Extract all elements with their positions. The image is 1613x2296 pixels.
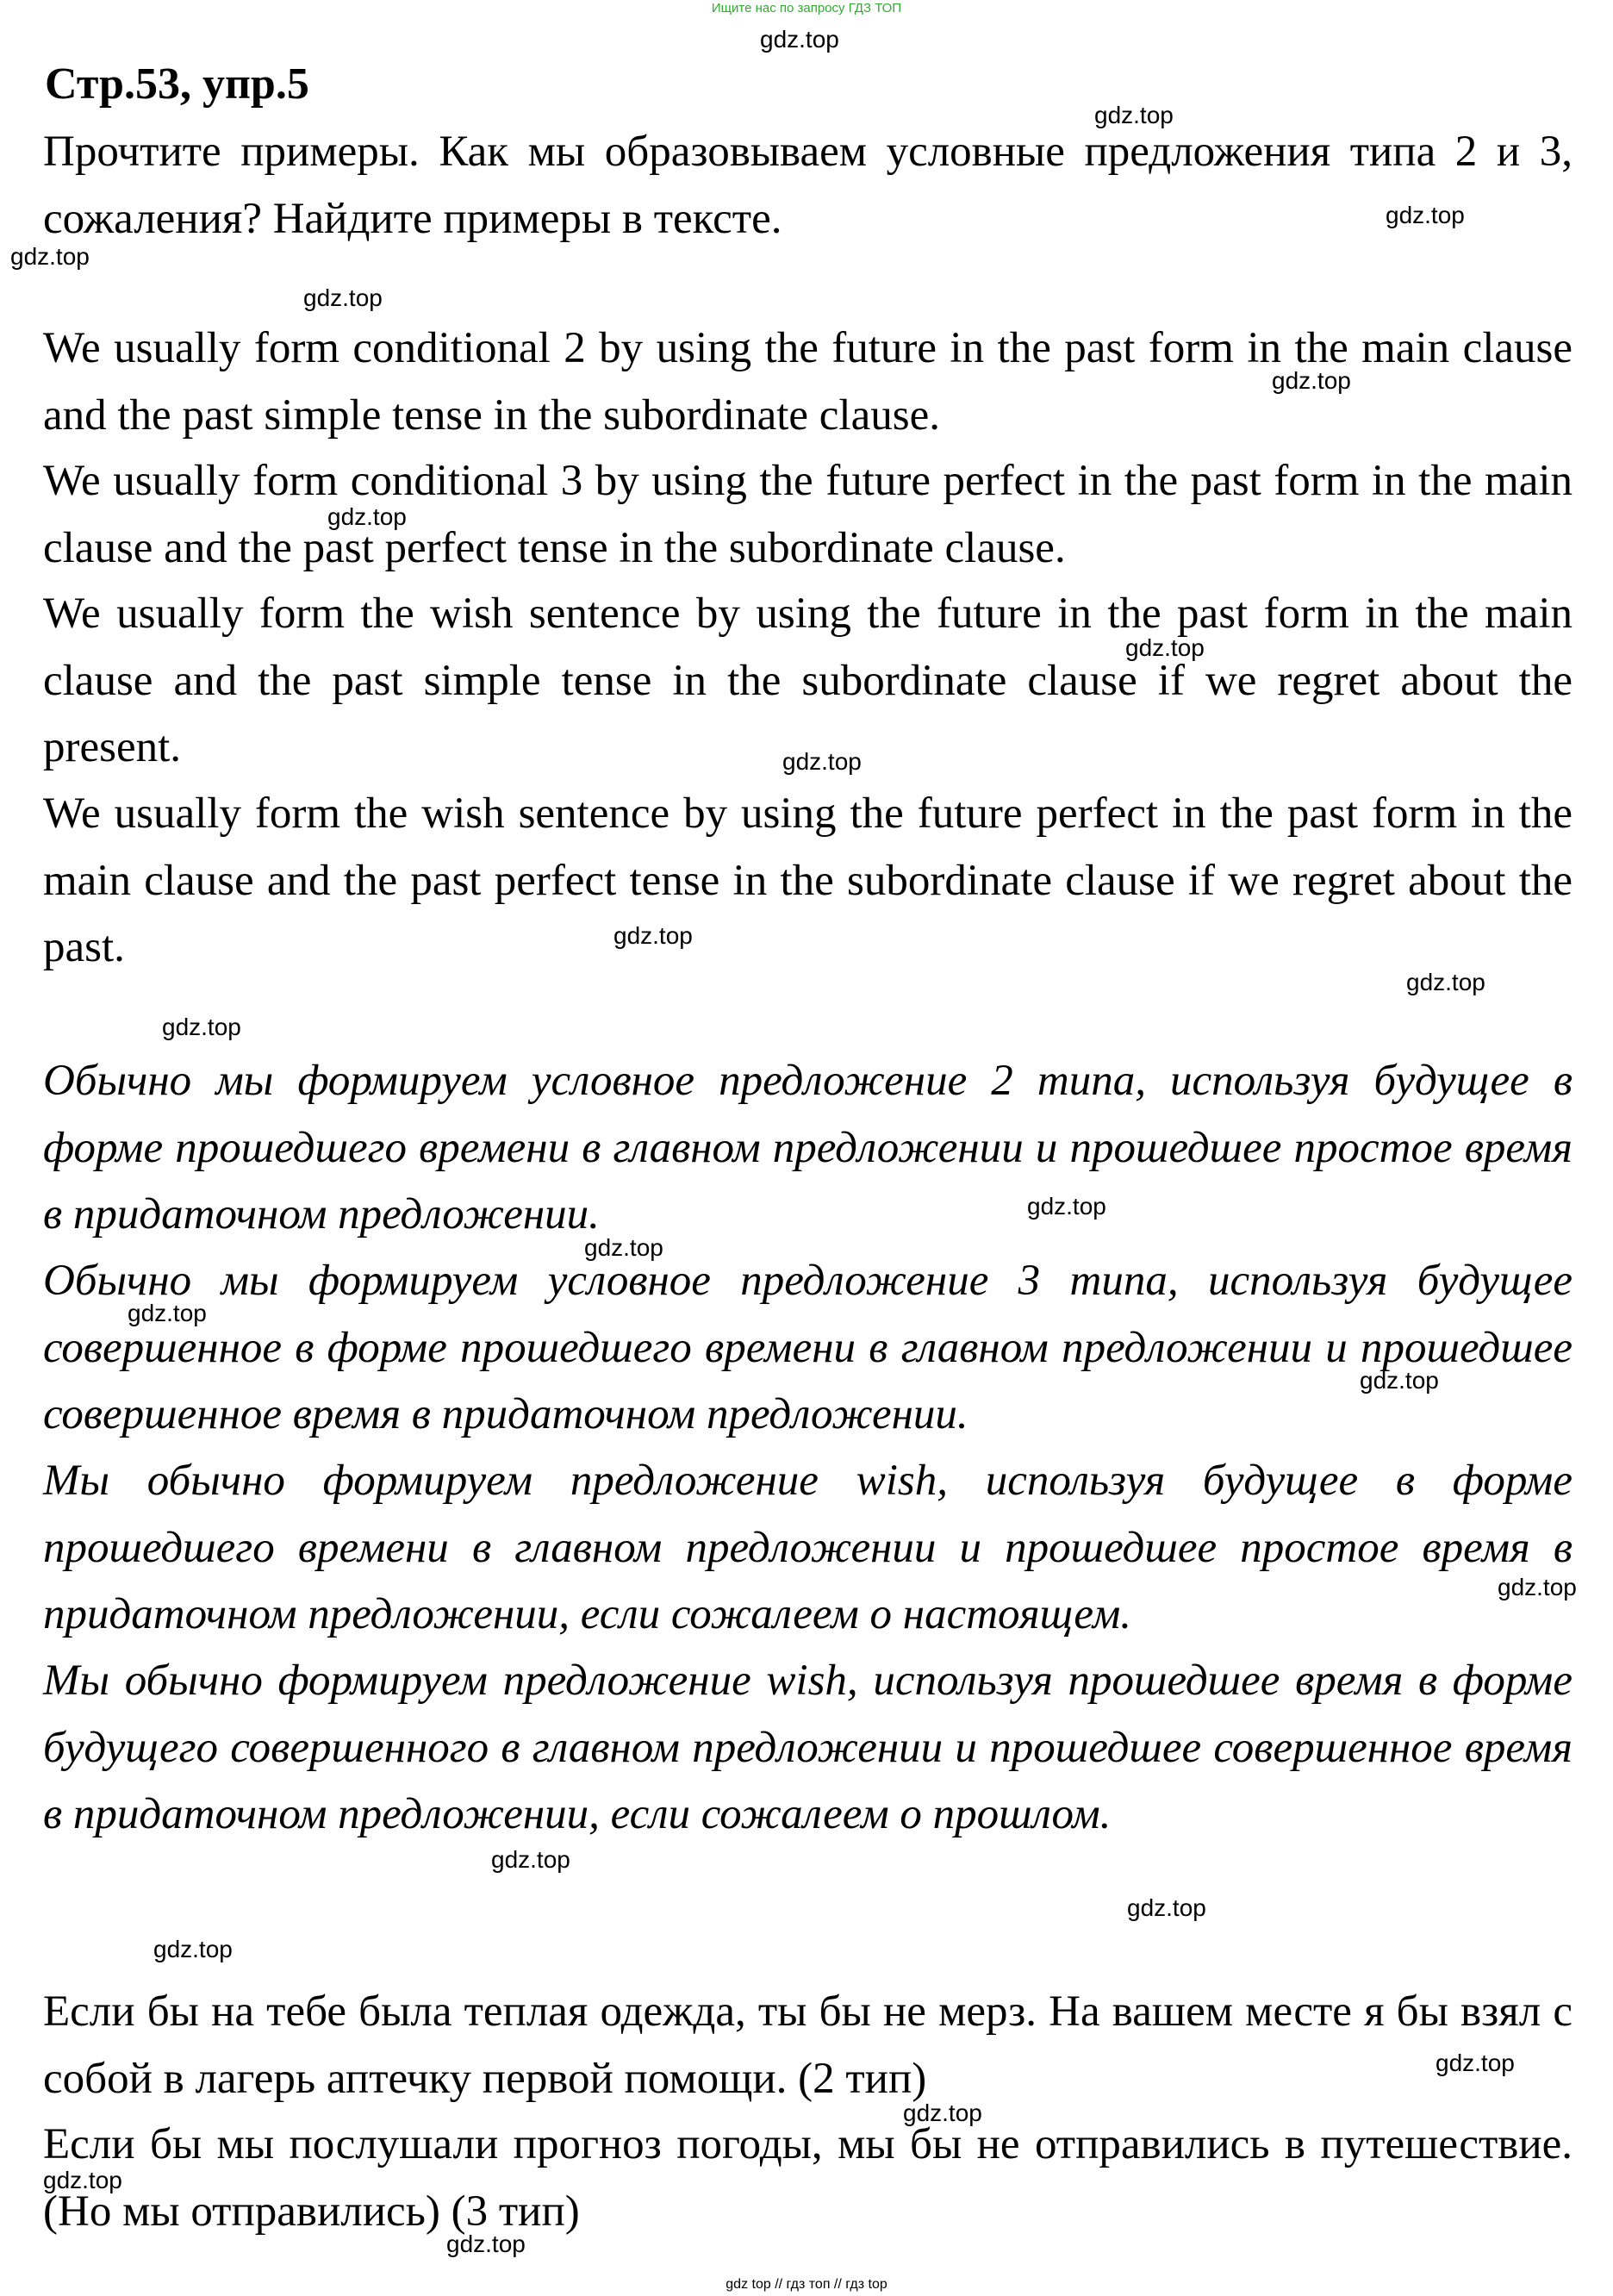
watermark: gdz.top: [1386, 202, 1465, 228]
watermark: gdz.top: [10, 243, 90, 270]
watermark: gdz.top: [613, 922, 693, 949]
russian-paragraph-3: Мы обычно формируем предложение wish, используя будущее в форме прошедшего времени в главном предложении и прошедшее простое время в придаточном предложении, если сожалеем о настоящем.: [43, 1457, 1573, 1638]
watermark: gdz.top: [491, 1846, 570, 1873]
russian-paragraph-1: Обычно мы формируем условное предложение 2 типа, используя будущее в форме прошедшего времени в главном предложении и прошедшее простое время в придаточном предложении.: [43, 1057, 1573, 1238]
english-paragraph-4: We usually form the wish sentence by using the future perfect in the past form in the main clause and the past perfect tense in the subordinate clause if we regret about the past.: [43, 789, 1573, 971]
watermark: gdz.top: [760, 26, 839, 53]
task-text: Прочтите примеры. Как мы образовываем условные предложения типа 2 и 3, сожаления? Найдите примеры в тексте.: [43, 128, 1573, 243]
watermark: gdz.top: [327, 503, 407, 530]
watermark: gdz.top: [1127, 1894, 1206, 1921]
watermark: gdz.top: [303, 284, 383, 311]
example-paragraph-2: Если бы мы послушали прогноз погоды, мы бы не отправились в путешествие. (Но мы отправились) (3 тип): [43, 2120, 1573, 2236]
english-paragraph-1: We usually form conditional 2 by using the future in the past form in the main clause and the past simple tense in the subordinate clause.: [43, 324, 1573, 440]
watermark: gdz.top: [153, 1936, 233, 1962]
watermark: gdz.top: [1406, 969, 1485, 995]
page-title: Стр.53, упр.5: [45, 59, 309, 109]
example-paragraph-1: Если бы на тебе была теплая одежда, ты бы не мерз. На вашем месте я бы взял с собой в лагерь аптечку первой помощи. (2 тип): [43, 1987, 1573, 2103]
english-paragraph-3: We usually form the wish sentence by using the future in the past form in the main clause and the past simple tense in the subordinate clause if we regret about the present.: [43, 590, 1573, 771]
footer: gdz top // гдз топ // гдз top: [726, 2277, 887, 2292]
watermark: gdz.top: [1360, 1367, 1439, 1394]
russian-paragraph-2: Обычно мы формируем условное предложение 3 типа, используя будущее совершенное в форме прошедшего времени в главном предложении и прошедшее совершенное время в придаточном предложении.: [43, 1257, 1573, 1438]
watermark: gdz.top: [584, 1234, 663, 1261]
watermark: gdz.top: [782, 748, 862, 775]
top-banner: Ищите нас по запросу ГДЗ ТОП: [711, 1, 902, 16]
russian-paragraph-4: Мы обычно формируем предложение wish, используя прошедшее время в форме будущего совершенного в главном предложении и прошедшее совершенное время в придаточном предложении, если сожалеем о прошлом.: [43, 1656, 1573, 1838]
watermark: gdz.top: [1094, 102, 1174, 128]
watermark: gdz.top: [1027, 1193, 1106, 1220]
watermark: gdz.top: [446, 2230, 526, 2257]
watermark: gdz.top: [1436, 2050, 1515, 2076]
watermark: gdz.top: [1272, 367, 1351, 394]
watermark: gdz.top: [128, 1300, 207, 1326]
watermark: gdz.top: [162, 1014, 241, 1040]
watermark: gdz.top: [1125, 634, 1205, 661]
watermark: gdz.top: [43, 2167, 122, 2193]
watermark: gdz.top: [903, 2099, 982, 2126]
watermark: gdz.top: [1498, 1574, 1577, 1600]
english-paragraph-2: We usually form conditional 3 by using the future perfect in the past form in the main clause and the past perfect tense in the subordinate clause.: [43, 457, 1573, 572]
